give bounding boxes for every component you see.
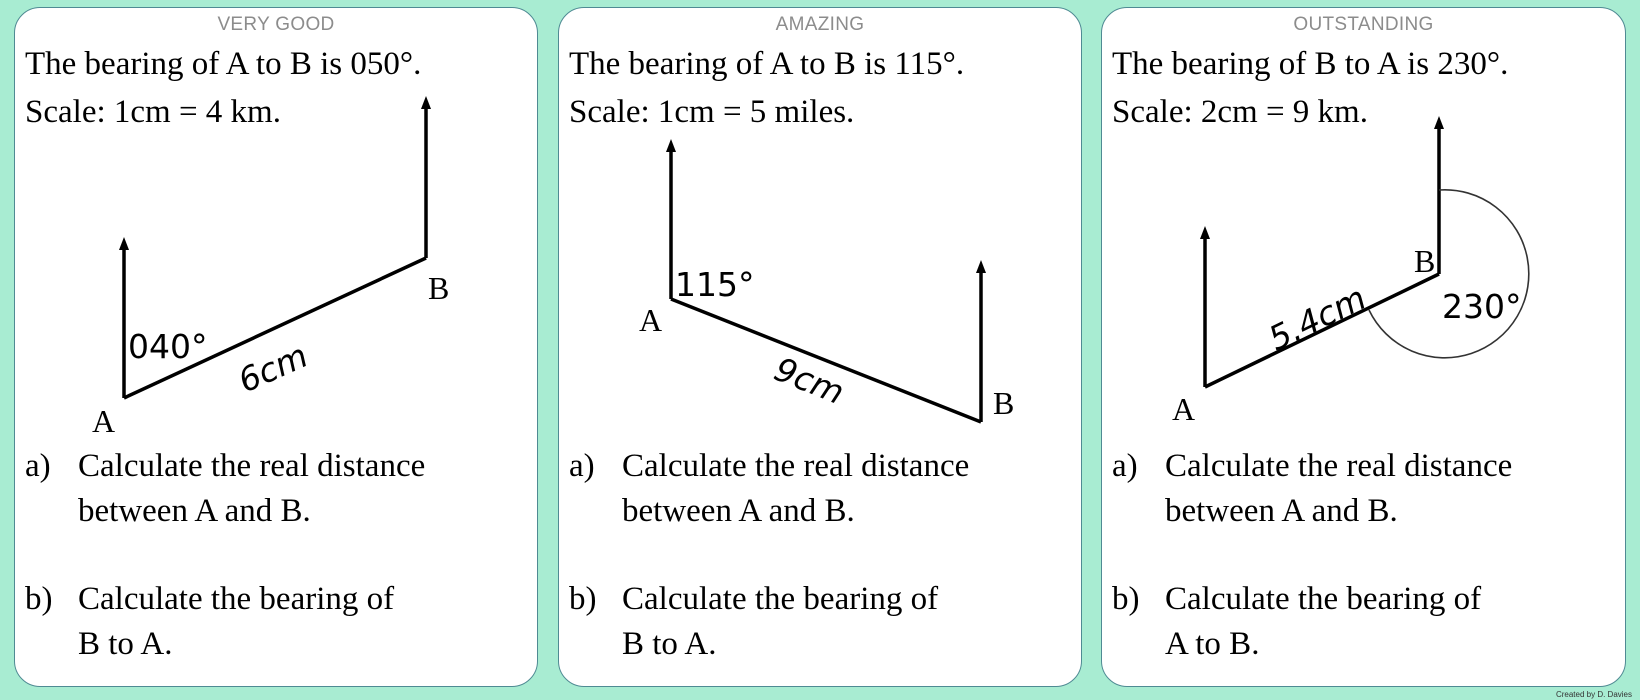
north-arrowhead-b <box>421 96 431 109</box>
angle-label: 040° <box>128 327 208 366</box>
question-a-marker: a) <box>569 448 595 484</box>
scale-statement: Scale: 1cm = 5 miles. <box>569 94 855 130</box>
north-arrowhead-a <box>119 237 129 250</box>
point-b-label: B <box>1414 243 1436 279</box>
north-arrowhead-a <box>666 139 676 152</box>
bearing-statement: The bearing of A to B is 115°. <box>569 46 965 82</box>
length-label: 9cm <box>769 349 850 413</box>
point-b-label: B <box>993 385 1015 421</box>
bearing-statement: The bearing of B to A is 230°. <box>1112 46 1509 82</box>
question-card-very-good <box>14 7 538 687</box>
angle-label: 230° <box>1442 287 1522 326</box>
north-arrowhead-a <box>1200 226 1210 239</box>
point-b-label: B <box>428 270 450 306</box>
author-credit: Created by D. Davies <box>1555 690 1632 699</box>
question-a-text-line2: between A and B. <box>1165 493 1398 529</box>
angle-arc <box>1369 190 1529 358</box>
question-b-text-line1: Calculate the bearing of <box>78 581 395 617</box>
question-b-marker: b) <box>25 581 53 617</box>
question-card-outstanding <box>1101 7 1626 687</box>
length-label: 5.4cm <box>1262 278 1372 359</box>
point-a-label: A <box>1172 391 1196 427</box>
question-card-amazing <box>558 7 1082 687</box>
question-b-text-line1: Calculate the bearing of <box>622 581 939 617</box>
question-a-text-line2: between A and B. <box>78 493 311 529</box>
north-arrowhead-b <box>1434 116 1444 129</box>
scale-statement: Scale: 1cm = 4 km. <box>25 94 281 130</box>
question-b-marker: b) <box>569 581 597 617</box>
question-a-text-line1: Calculate the real distance <box>622 448 970 484</box>
length-label: 6cm <box>232 335 314 401</box>
question-b-text-line2: A to B. <box>1165 626 1260 662</box>
question-b-text-line2: B to A. <box>622 626 717 662</box>
question-a-text-line1: Calculate the real distance <box>78 448 426 484</box>
scale-statement: Scale: 2cm = 9 km. <box>1112 94 1368 130</box>
question-a-marker: a) <box>1112 448 1138 484</box>
question-a-text-line2: between A and B. <box>622 493 855 529</box>
question-b-text-line1: Calculate the bearing of <box>1165 581 1482 617</box>
difficulty-label: AMAZING <box>775 14 865 35</box>
question-b-marker: b) <box>1112 581 1140 617</box>
point-a-label: A <box>639 302 663 338</box>
question-b-text-line2: B to A. <box>78 626 173 662</box>
question-a-marker: a) <box>25 448 51 484</box>
north-arrowhead-b <box>976 260 986 273</box>
difficulty-label: VERY GOOD <box>217 14 335 35</box>
point-a-label: A <box>92 403 116 439</box>
question-a-text-line1: Calculate the real distance <box>1165 448 1513 484</box>
difficulty-label: OUTSTANDING <box>1293 14 1434 35</box>
angle-label: 115° <box>675 265 755 304</box>
bearing-statement: The bearing of A to B is 050°. <box>25 46 422 82</box>
